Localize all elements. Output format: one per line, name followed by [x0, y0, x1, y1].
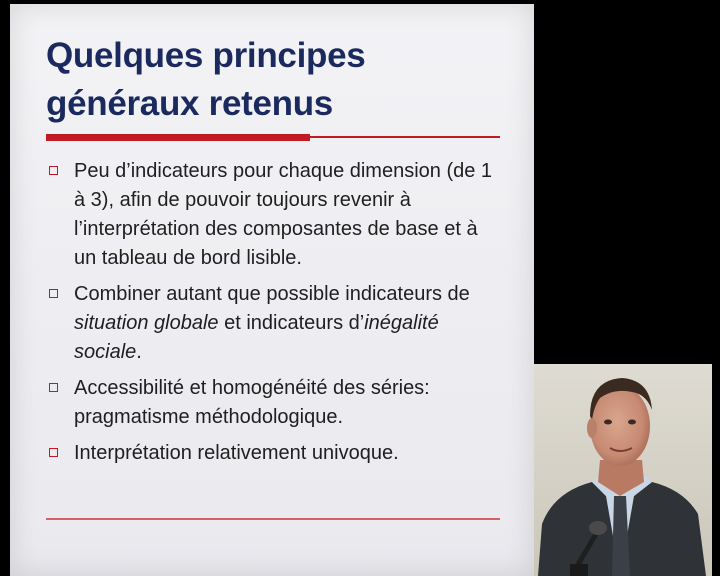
title-underline-thin [310, 136, 500, 138]
bullet-text: Peu d’indicateurs pour chaque dimension (de 1 à 3), afin de pouvoir toujours revenir à l’interprétation des composantes de base et à un tableau de bord lisible. [74, 160, 493, 269]
bullet-item [48, 280, 503, 367]
square-bullet-icon [49, 383, 58, 392]
title-underline-thick [46, 134, 310, 141]
presentation-slide [10, 4, 534, 576]
bullet-emphasis: inégalité sociale [74, 312, 439, 363]
bullet-emphasis: situation globale [74, 312, 219, 334]
square-bullet-icon [49, 289, 58, 298]
bullet-item [48, 374, 503, 432]
slide-title-line-1: Quelques principes [46, 36, 366, 75]
slide-title-line-2: généraux retenus [46, 84, 333, 123]
bullet-text: Interprétation relativement univoque. [74, 442, 399, 464]
bullet-text: . [136, 341, 142, 363]
speaker-figure [534, 364, 712, 576]
speaker-video-inset [534, 364, 712, 576]
bullet-text: Combiner autant que possible indicateurs de [74, 283, 470, 305]
bullet-item [48, 157, 503, 273]
bottom-divider [46, 518, 500, 520]
bullet-item [48, 439, 503, 468]
bullet-list [48, 157, 503, 475]
bullet-text: Accessibilité et homogénéité des séries: pragmatisme méthodologique. [74, 377, 430, 428]
slide-title [46, 32, 516, 128]
bullet-text: et indicateurs d’ [218, 312, 365, 334]
microphone-icon [589, 521, 607, 535]
square-bullet-icon [49, 448, 58, 457]
square-bullet-icon [49, 166, 58, 175]
